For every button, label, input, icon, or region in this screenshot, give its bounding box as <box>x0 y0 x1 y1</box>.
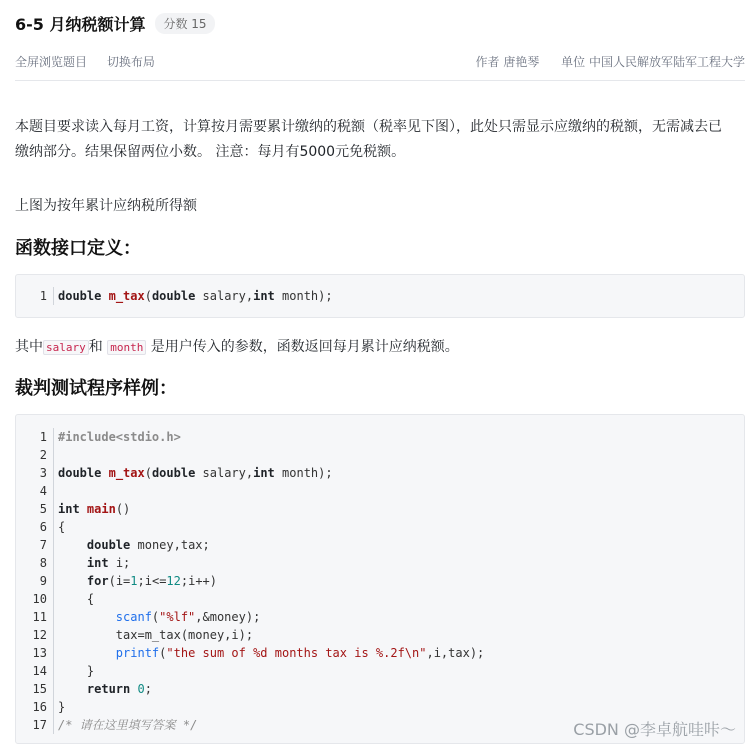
code-line: 5 int main() <box>16 500 744 518</box>
inline-code-salary: salary <box>43 340 89 355</box>
code-line: 8 int i; <box>16 554 744 572</box>
header <box>15 12 215 35</box>
code-line: 13 printf("the sum of %d months tax is %.2f\n",i,tax); <box>16 644 744 662</box>
problem-description: 本题目要求读入每月工资，计算按月需要累计缴纳的税额（税率见下图），此处只需显示应缴纳的税额，无需减去已缴纳部分。结果保留两位小数。 注意：每月有5000元免税额。 <box>15 119 722 160</box>
code-line: 12 tax=m_tax(money,i); <box>16 626 744 644</box>
code-line: 9 for(i=1;i<=12;i++) <box>16 572 744 590</box>
code-line: 15 return 0; <box>16 680 744 698</box>
interface-code-block <box>15 274 745 318</box>
divider <box>15 80 745 81</box>
author-label: 作者 唐艳琴 <box>475 55 540 69</box>
code-line: 14 } <box>16 662 744 680</box>
section-heading-sample: 裁判测试程序样例： <box>15 378 177 399</box>
code-line: 2 <box>16 446 744 464</box>
code-line: 4 <box>16 482 744 500</box>
code-line: 10 { <box>16 590 744 608</box>
code-line: 3 double m_tax(double salary,int month); <box>16 464 744 482</box>
parameter-description: 其中 salary 和 month 是用户传入的参数，函数返回每月累计应纳税额。 <box>15 339 459 355</box>
watermark: CSDN @李卓航哇咔～ <box>573 720 736 739</box>
code-line: 6 { <box>16 518 744 536</box>
unit-label: 单位 中国人民解放军陆军工程大学 <box>561 55 745 69</box>
code-line: 16 } <box>16 698 744 716</box>
inline-code-month: month <box>107 340 146 355</box>
switch-layout-link[interactable]: 切换布局 <box>106 55 155 69</box>
score-badge: 分数 15 <box>155 13 214 34</box>
problem-title: 6-5 月纳税额计算 <box>15 15 146 34</box>
code-line: 7 double money,tax; <box>16 536 744 554</box>
toolbar <box>15 53 745 75</box>
sample-code-block <box>15 414 745 744</box>
section-heading-interface: 函数接口定义： <box>15 238 141 259</box>
code-line: 17 /* 请在这里填写答案 */ <box>16 716 744 734</box>
image-caption: 上图为按年累计应纳税所得额 <box>15 198 197 214</box>
code-line: 11 scanf("%lf",&money); <box>16 608 744 626</box>
fullscreen-link[interactable]: 全屏浏览题目 <box>15 55 88 69</box>
code-line: 1 double m_tax(double salary,int month); <box>16 287 744 305</box>
code-line: 1 #include<stdio.h> <box>16 428 744 446</box>
